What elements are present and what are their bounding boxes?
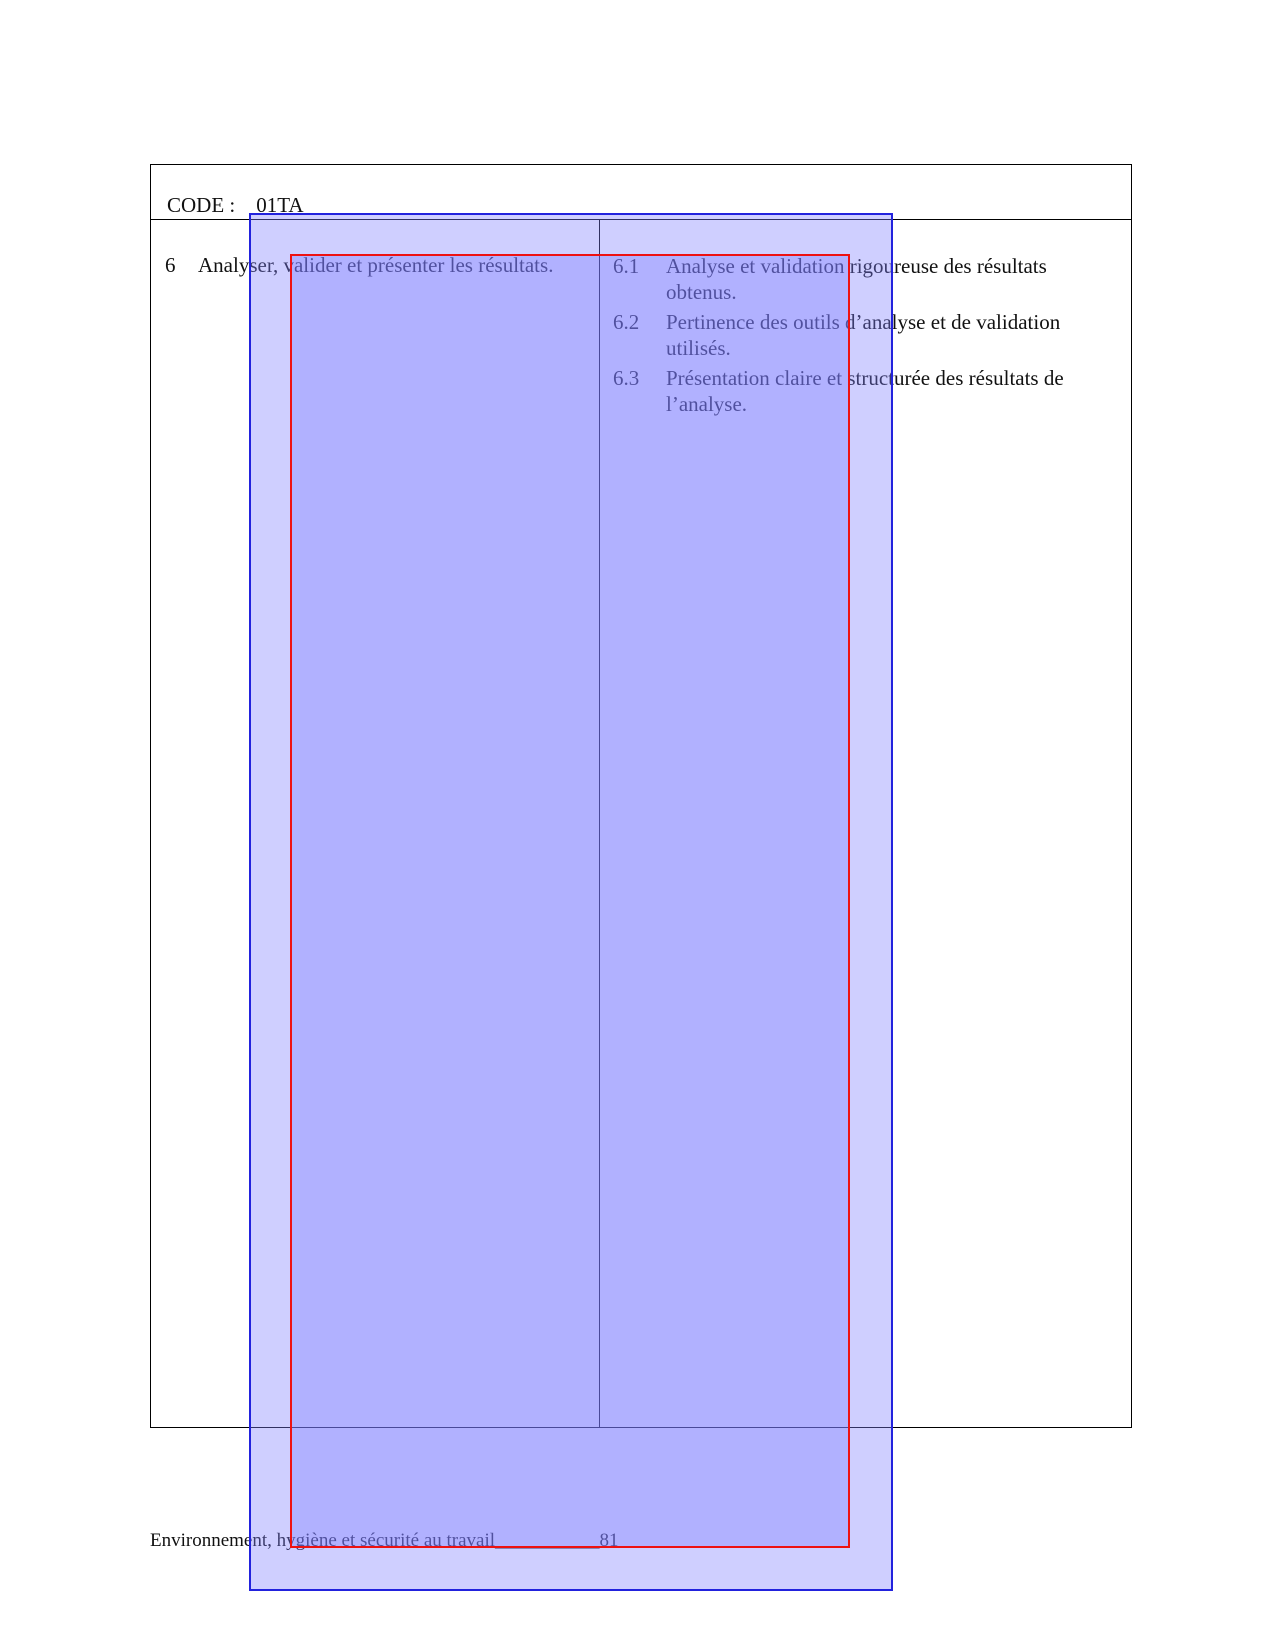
criterion-number: 6.3 — [613, 366, 640, 390]
criterion-number: 6.1 — [613, 254, 640, 278]
table-header-row — [151, 165, 1131, 220]
footer-fill: ___________ — [495, 1530, 600, 1551]
code-label: CODE : 01TA — [167, 193, 304, 217]
criterion-number: 6.2 — [613, 310, 640, 334]
footer-text: Environnement, hygiène et sécurité au travail — [150, 1530, 496, 1551]
competency-number: 6 — [165, 253, 176, 277]
page-number: 81 — [599, 1530, 619, 1551]
criterion-text: Présentation claire et structurée des résultats de l’analyse. — [666, 366, 1064, 416]
criterion-text: Pertinence des outils d’analyse et de validation utilisés. — [666, 310, 1061, 360]
criterion-text: Analyse et validation rigoureuse des résultats obtenus. — [666, 254, 1047, 304]
selection-overlay-inner — [290, 254, 850, 1548]
competency-label: Analyser, valider et présenter les résultats. — [198, 253, 554, 277]
